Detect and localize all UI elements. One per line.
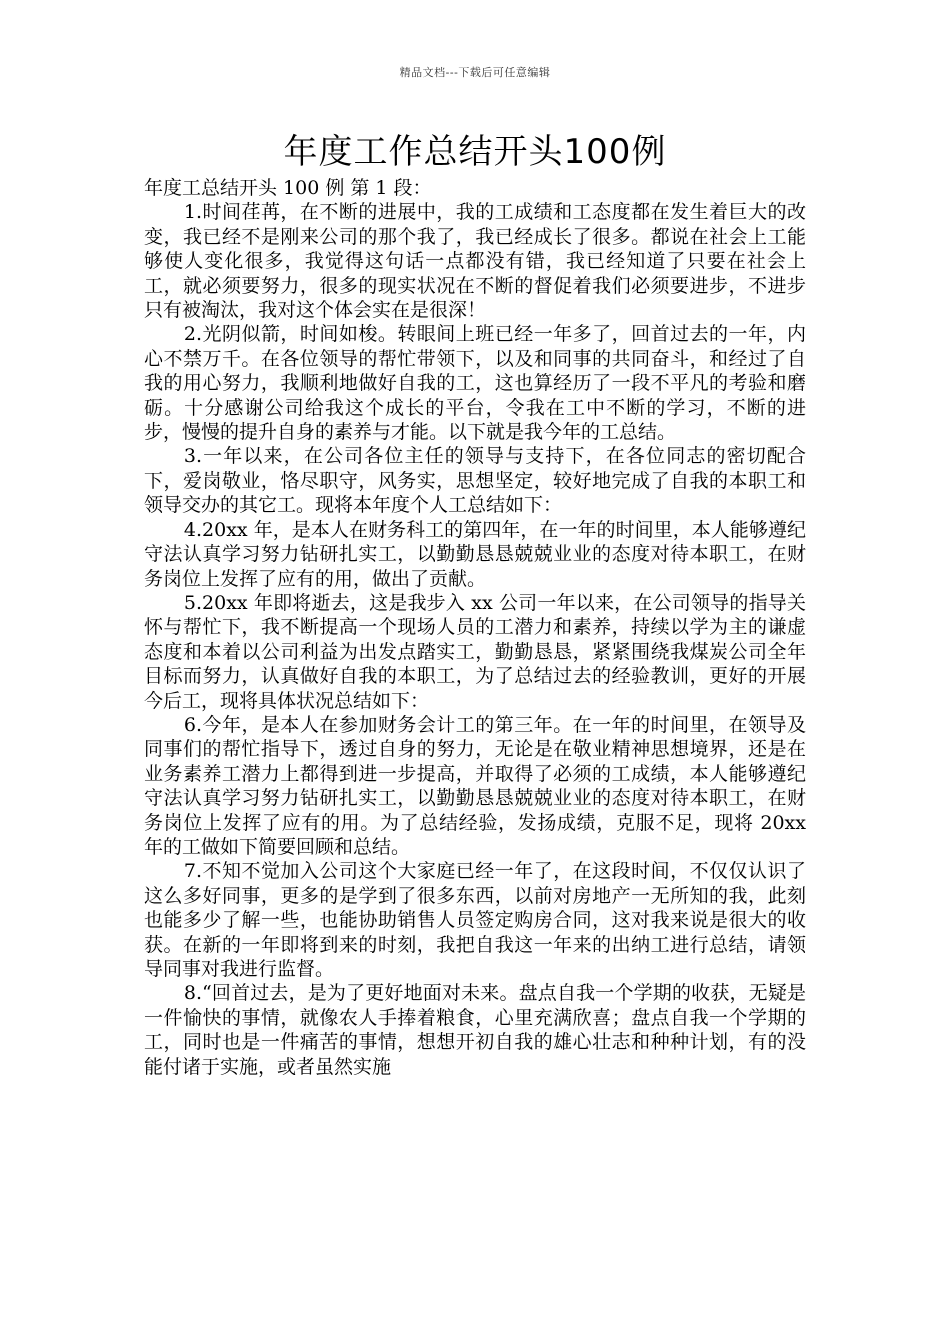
paragraph-2: 2.光阴似箭，时间如梭。转眼间上班已经一年多了，回首过去的一年，内心不禁万千。在各位领导的帮忙带领下，以及和同事的共同奋斗，和经过了自我的用心努力，我顺利地做好自我的工，这也算经历了一段不平凡的考验和磨砺。十分感谢公司给我这个成长的平台，令我在工中不断的学习，不断的进步，慢慢的提升自身的素养与才能。以下就是我今年的工总结。 bbox=[144, 323, 806, 444]
paragraph-5: 5.20xx 年即将逝去，这是我步入 xx 公司一年以来，在公司领导的指导关怀与帮忙下，我不断提高一个现场人员的工潜力和素养，持续以学为主的谦虚态度和本着以公司利益为出发点踏实工，勤勤恳恳，紧紧围绕我煤炭公司全年目标而努力，认真做好自我的本职工，为了总结过去的经验教训，更好的开展今后工，现将具体状况总结如下： bbox=[144, 591, 806, 712]
paragraph-8: 8.“回首过去，是为了更好地面对未来。盘点自我一个学期的收获，无疑是一件愉快的事情，就像农人手捧着粮食，心里充满欣喜；盘点自我一个学期的工，同时也是一件痛苦的事情，想想开初自我的雄心壮志和种种计划，有的没能付诸于实施，或者虽然实施 bbox=[144, 982, 806, 1078]
paragraph-4: 4.20xx 年，是本人在财务科工的第四年，在一年的时间里，本人能够遵纪守法认真学习努力钻研扎实工，以勤勤恳恳兢兢业业的态度对待本职工，在财务岗位上发挥了应有的用，做出了贡献。 bbox=[144, 518, 806, 590]
section-label: 年度工总结开头 100 例 第 1 段： bbox=[144, 177, 432, 199]
document-body bbox=[144, 176, 806, 1079]
paragraph-3: 3.一年以来，在公司各位主任的领导与支持下，在各位同志的密切配合下，爱岗敬业，恪尽职守，风务实，思想坚定，较好地完成了自我的本职工和领导交办的其它工。现将本年度个人工总结如下： bbox=[144, 445, 806, 517]
paragraph-7: 7.不知不觉加入公司这个大家庭已经一年了，在这段时间，不仅仅认识了这么多好同事，更多的是学到了很多东西，以前对房地产一无所知的我，此刻也能多少了解一些，也能协助销售人员签定购房合同，这对我来说是很大的收获。在新的一年即将到来的时刻，我把自我这一年来的出纳工进行总结，请领导同事对我进行监督。 bbox=[144, 860, 806, 980]
document-title: 年度工作总结开头100例 bbox=[283, 132, 667, 172]
paragraph-1: 1.时间荏苒，在不断的进展中，我的工成绩和工态度都在发生着巨大的改变，我已经不是刚来公司的那个我了，我已经成长了很多。都说在社会上工能够使人变化很多，我觉得这句话一点都没有错，我已经知道了只要在社会上工，就必须要努力，很多的现实状况在不断的督促着我们必须要进步，不进步只有被淘汰，我对这个体会实在是很深！ bbox=[144, 201, 806, 322]
paragraph-6: 6.今年，是本人在参加财务会计工的第三年。在一年的时间里，在领导及同事们的帮忙指导下，透过自身的努力，无论是在敬业精神思想境界，还是在业务素养工潜力上都得到进一步提高，并取得了必须的工成绩，本人能够遵纪守法认真学习努力钻研扎实工，以勤勤恳恳兢兢业业的态度对待本职工，在财务岗位上发挥了应有的用。为了总结经验，发扬成绩，克服不足，现将 20xx 年的工做如下简要回顾和总结。 bbox=[144, 713, 806, 858]
header-note: 精品文档---下载后可任意编辑 bbox=[399, 66, 551, 79]
